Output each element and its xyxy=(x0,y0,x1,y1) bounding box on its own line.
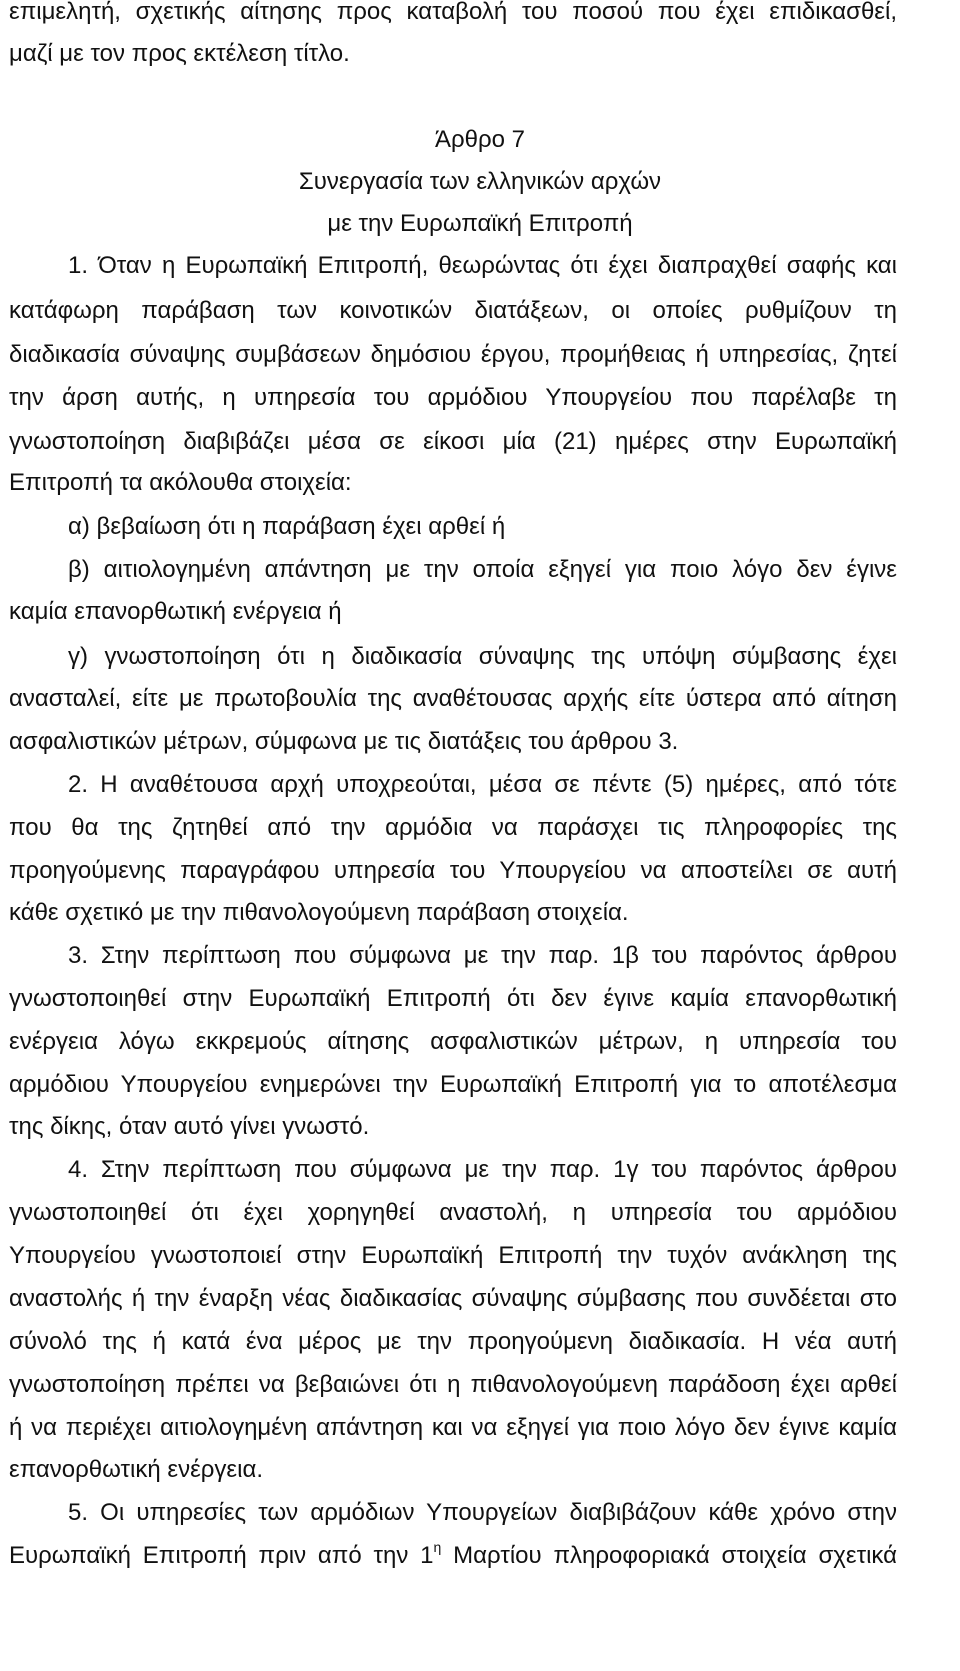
article-number: Άρθρο 7 xyxy=(434,126,526,153)
text-line: αναστολής ή την έναρξη νέας διαδικασίας σύναψης σύμβασης που συνδέεται στο xyxy=(9,1285,897,1312)
article-title: με την Ευρωπαϊκή Επιτροπή xyxy=(327,210,633,237)
list-item: α) βεβαίωση ότι η παράβαση έχει αρθεί ή xyxy=(68,513,506,540)
text-line: επιμελητή, σχετικής αίτησης προς καταβολή του ποσού που έχει επιδικασθεί, xyxy=(9,0,897,25)
text-fragment: Ευρωπαϊκή Επιτροπή πριν από την 1 xyxy=(9,1542,434,1569)
text-line: κατάφωρη παράβαση των κοινοτικών διατάξεων, οι οποίες ρυθμίζουν τη xyxy=(9,297,897,324)
text-line: καμία επανορθωτική ενέργεια ή xyxy=(9,598,342,625)
text-line xyxy=(9,1541,897,1571)
text-line: αρμόδιου Υπουργείου ενημερώνει την Ευρωπαϊκή Επιτροπή για το αποτέλεσμα xyxy=(9,1071,897,1098)
text-line: ανασταλεί, είτε με πρωτοβουλία της αναθέτουσας αρχής είτε ύστερα από αίτηση xyxy=(9,685,897,712)
text-line: μαζί με τον προς εκτέλεση τίτλο. xyxy=(9,40,350,67)
text-line: γνωστοποίηση διαβιβάζει μέσα σε είκοσι μία (21) ημέρες στην Ευρωπαϊκή xyxy=(9,428,897,455)
paragraph-start: 5. Οι υπηρεσίες των αρμόδιων Υπουργείων διαβιβάζουν κάθε χρόνο στην xyxy=(68,1499,897,1526)
text-line: προηγούμενης παραγράφου υπηρεσία του Υπουργείου να αποστείλει σε αυτή xyxy=(9,857,897,884)
text-line: την άρση αυτής, η υπηρεσία του αρμόδιου Υπουργείου που παρέλαβε τη xyxy=(9,384,897,411)
list-item: β) αιτιολογημένη απάντηση με την οποία εξηγεί για ποιο λόγο δεν έγινε xyxy=(68,556,897,583)
text-line: επανορθωτική ενέργεια. xyxy=(9,1456,263,1483)
text-line: σύνολό της ή κατά ένα μέρος με την προηγούμενη διαδικασία. Η νέα αυτή xyxy=(9,1328,897,1355)
text-line: ασφαλιστικών μέτρων, σύμφωνα με τις διατάξεις του άρθρου 3. xyxy=(9,728,679,755)
text-line: διαδικασία σύναψης συμβάσεων δημόσιου έργου, προμήθειας ή υπηρεσίας, ζητεί xyxy=(9,341,897,368)
text-line: κάθε σχετικό με την πιθανολογούμενη παράβαση στοιχεία. xyxy=(9,899,629,926)
text-line: Υπουργείου γνωστοποιεί στην Ευρωπαϊκή Επιτροπή την τυχόν ανάκληση της xyxy=(9,1242,897,1269)
text-line: Επιτροπή τα ακόλουθα στοιχεία: xyxy=(9,469,352,496)
paragraph-start: 2. Η αναθέτουσα αρχή υποχρεούται, μέσα σε πέντε (5) ημέρες, από τότε xyxy=(68,771,897,798)
text-line: που θα της ζητηθεί από την αρμόδια να παράσχει τις πληροφορίες της xyxy=(9,814,897,841)
paragraph-start: 4. Στην περίπτωση που σύμφωνα με την παρ. 1γ του παρόντος άρθρου xyxy=(68,1156,897,1183)
text-line: της δίκης, όταν αυτό γίνει γνωστό. xyxy=(9,1113,370,1140)
paragraph-start: 1. Όταν η Ευρωπαϊκή Επιτροπή, θεωρώντας ότι έχει διαπραχθεί σαφής και xyxy=(68,252,897,279)
text-fragment: Μαρτίου πληροφοριακά στοιχεία σχετικά xyxy=(441,1542,897,1569)
text-line: γνωστοποιηθεί ότι έχει χορηγηθεί αναστολή, η υπηρεσία του αρμόδιου xyxy=(9,1199,897,1226)
superscript: η xyxy=(433,1539,442,1555)
text-line: ενέργεια λόγω εκκρεμούς αίτησης ασφαλιστικών μέτρων, η υπηρεσία του xyxy=(9,1028,897,1055)
text-line: γνωστοποιηθεί στην Ευρωπαϊκή Επιτροπή ότι δεν έγινε καμία επανορθωτική xyxy=(9,985,897,1012)
paragraph-start: 3. Στην περίπτωση που σύμφωνα με την παρ. 1β του παρόντος άρθρου xyxy=(68,942,897,969)
article-title: Συνεργασία των ελληνικών αρχών xyxy=(298,168,662,195)
text-line: γνωστοποίηση πρέπει να βεβαιώνει ότι η πιθανολογούμενη παράδοση έχει αρθεί xyxy=(9,1371,897,1398)
text-line: ή να περιέχει αιτιολογημένη απάντηση και να εξηγεί για ποιο λόγο δεν έγινε καμία xyxy=(9,1414,897,1441)
list-item: γ) γνωστοποίηση ότι η διαδικασία σύναψης της υπόψη σύμβασης έχει xyxy=(68,643,897,670)
